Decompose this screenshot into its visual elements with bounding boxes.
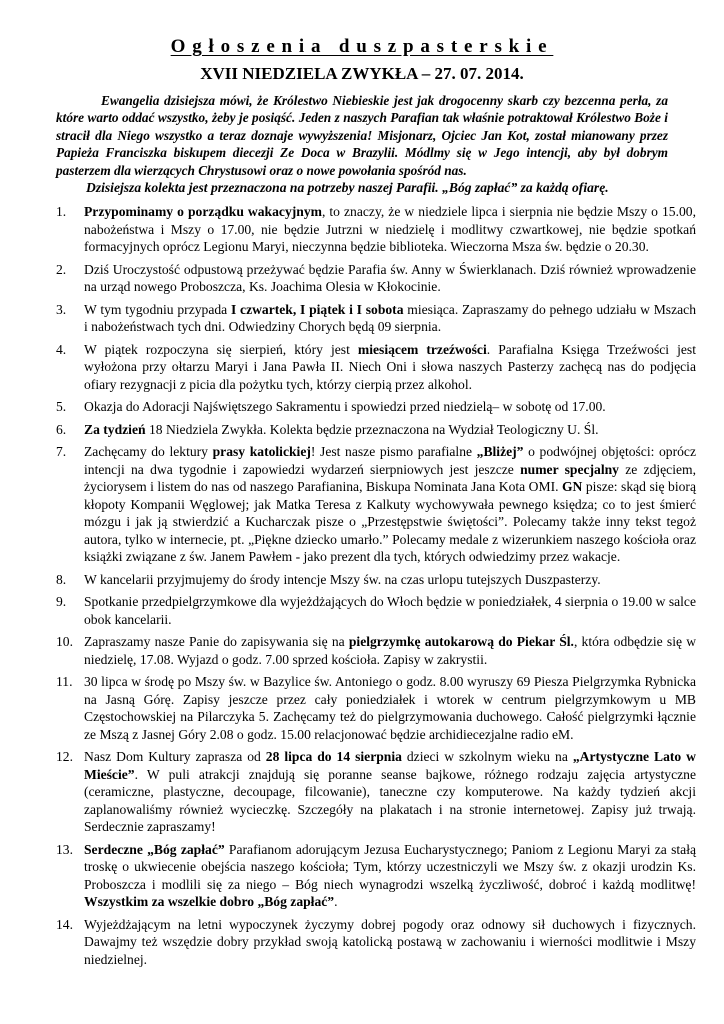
announcement-item xyxy=(56,571,696,589)
item-emphasis: Za tydzień xyxy=(84,421,146,437)
item-segment: Zachęcamy do lektury xyxy=(84,444,213,459)
item-text xyxy=(84,342,696,392)
announcement-item xyxy=(56,261,696,296)
item-text xyxy=(84,422,599,437)
item-segment: ze zdjęciem, życiorysem i listem do nas od naszego Parafianina, Biskupa Nominata Jana Kota OMI. xyxy=(84,461,696,494)
item-number: 13. xyxy=(56,841,73,857)
item-text xyxy=(84,204,696,254)
item-number: 1. xyxy=(56,204,67,219)
announcement-item xyxy=(56,841,696,911)
item-number: 3. xyxy=(56,301,67,317)
announcement-item xyxy=(56,748,696,836)
item-emphasis: numer specjalny xyxy=(520,461,619,477)
item-segment: , która odbędzie się w niedzielę, 17.08. Wyjazd o godz. 7.00 sprzed kościoła. Zapisy w zakrystii. xyxy=(84,634,697,667)
item-emphasis: „Artystyczne Lato w Mieście” xyxy=(84,749,696,782)
item-number: 2. xyxy=(56,261,67,277)
item-number: 11. xyxy=(56,674,73,689)
item-text xyxy=(84,674,696,742)
item-segment: miesiąca. Zapraszamy do pełnego udziału w Mszach i nabożeństwach tych dni. Odwiedziny Chorych będą 09 sierpnia. xyxy=(84,301,696,334)
item-segment: W tym tygodniu przypada xyxy=(84,301,231,317)
item-emphasis: „Bliżej” xyxy=(476,444,524,459)
item-number: 6. xyxy=(56,421,67,437)
item-text xyxy=(84,842,696,910)
item-text xyxy=(84,594,696,627)
item-segment: . W puli atrakcji znajdują się poranne seanse bajkowe, różnego rodzaju zajęcia artystyczne (ceramiczne, plastyczne, decoupage, filcowanie), taneczne czy komputerowe. Na każdy tydzień akcji zaplanowaliśmy również wycieczkę. Szczegóły na plakatach i na stronie internetowej. Zapisy już trwają. Serdecznie zapraszamy! xyxy=(84,766,696,834)
item-segment: Okazja do Adoracji Najświętszego Sakramentu i spowiedzi przed niedzielą– w sobotę od 17.00. xyxy=(84,399,606,414)
item-emphasis: 28 lipca do 14 sierpnia xyxy=(265,749,402,764)
item-segment: dzieci w szkolnym wieku na xyxy=(401,749,573,764)
item-segment: Wyjeżdżającym na letni wypoczynek życzymy dobrej pogody oraz odnowy sił duchowych i fizycznych. Dawajmy też wszędzie dobry przykład swoją katolicką postawą w zachowaniu i wierności modlitwie i Mszy niedzielnej. xyxy=(84,916,696,967)
announcement-item xyxy=(56,421,696,439)
announcement-item xyxy=(56,203,696,256)
item-segment: pisze: skąd się biorą kłopoty Kompanii Węglowej; jak Matka Teresa z Kalkuty wychowywała pewnego księdza; co to jest śmierć mózgu i jak ją stwierdzić a Kucharczak pisze o „Przestępstwie świętości”. Polecamy także inny tekst tegoż autora, tylko w internecie, pt. „Piękne dziecko umarło.” Polecamy medale z wizerunkiem naszego kościoła oraz książki związane z św. Janem Pawłem - jako prezent dla tych, których odwiedzimy przez wakacje. xyxy=(84,479,696,564)
item-number: 9. xyxy=(56,594,67,609)
item-segment: Nasz Dom Kultury zaprasza od xyxy=(84,749,266,764)
item-number: 14. xyxy=(56,916,73,932)
announcement-item xyxy=(56,916,696,969)
announcement-item xyxy=(56,398,696,416)
item-segment: Dziś Uroczystość odpustową przeżywać będzie Parafia św. Anny w Świerklanach. Dziś również wprowadzenie na urząd nowego Proboszcza, Ks. Joachima Olesia w Kłokocinie. xyxy=(84,261,696,294)
item-segment: , to znaczy, że w niedziele lipca i sierpnia nie będzie Mszy o 15.00, nabożeństwa i Mszy o 17.00, nie będzie Jutrzni w niedzielę i modlitwy czwartkowej, nie będzie spotkań formacyjnych oprócz Legionu Maryi, nieczynna będzie biblioteka. Wieczorna Msza św. będzie o 20.30. xyxy=(84,204,696,254)
item-segment: Parafianom adorującym Jezusa Eucharystycznego; Paniom z Legionu Maryi za stałą troskę o ukwiecenie obejścia naszego kościoła; Tym, którzy uczestniczyli we Mszy św. z okazji urodzin Ks. Proboszcza i modlili się za niego – Bóg niech wynagrodzi wszelką życzliwość, dobroć i każdą modlitwę! xyxy=(84,841,697,892)
announcement-item xyxy=(56,593,696,628)
item-text xyxy=(84,262,696,295)
item-number: 4. xyxy=(56,341,67,357)
announcement-item xyxy=(56,341,696,394)
item-text xyxy=(84,302,696,335)
item-number: 7. xyxy=(56,444,67,459)
announcement-list xyxy=(56,203,696,973)
sunday-date-heading: XVII NIEDZIELA ZWYKŁA – 27. 07. 2014. xyxy=(200,64,524,83)
item-segment: W piątek rozpoczyna się sierpień, który jest xyxy=(84,341,358,357)
item-emphasis: miesiącem trzeźwości xyxy=(357,341,487,357)
item-emphasis: I czwartek, I piątek i I sobota xyxy=(230,301,404,317)
item-segment: Zapraszamy nasze Panie do zapisywania się na xyxy=(84,634,349,649)
announcement-item xyxy=(56,301,696,336)
item-emphasis: GN xyxy=(561,479,583,494)
item-text xyxy=(84,634,696,667)
item-number: 10. xyxy=(56,634,73,649)
gospel-intro: Ewangelia dzisiejsza mówi, że Królestwo Niebieskie jest jak drogocenny skarb czy bezcenna perła, za które warto oddać wszystko, żeby je posiąść. Jeden z naszych Parafian tak właśnie potraktował Królestwo Boże i stracił dla Niego wszystko a teraz doznaje wywyższenia! Misjonarz, Ojciec Jan Kot, został mianowany przez Papieża Franciszka biskupem diecezji Ze Doca w Brazylii. Módlmy się w Jego intencji, aby był dobrym pasterzem dla wierzących Chrystusowi oraz o nowe powołania spośród nas. xyxy=(56,93,668,178)
announcement-item xyxy=(56,633,696,668)
item-number: 12. xyxy=(56,749,73,764)
collection-note: Dzisiejsza kolekta jest przeznaczona na potrzeby naszej Parafii. „Bóg zapłać” za każdą ofiarę. xyxy=(86,180,609,195)
item-segment: o podwójnej objętości: oprócz intencji na dwa tygodnie i zapowiedzi wydarzeń sierpniowych jest jeszcze xyxy=(84,444,696,477)
item-number: 5. xyxy=(56,399,67,414)
item-number: 8. xyxy=(56,571,67,587)
item-segment: ! Jest nasze pismo parafialne xyxy=(310,444,477,459)
announcement-item xyxy=(56,443,696,566)
item-text xyxy=(84,917,696,967)
item-emphasis: pielgrzymkę autokarową do Piekar Śl. xyxy=(348,634,574,649)
item-segment: Spotkanie przedpielgrzymkowe dla wyjeżdżających do Włoch będzie w poniedziałek, 4 sierpnia o 19.00 w salce obok kancelarii. xyxy=(84,594,697,627)
announcement-item xyxy=(56,673,696,743)
item-text xyxy=(84,444,696,564)
item-segment: . xyxy=(334,894,338,909)
item-segment: 18 Niedziela Zwykła. Kolekta będzie przeznaczona na Wydział Teologiczny U. Śl. xyxy=(145,421,599,437)
item-text xyxy=(84,572,601,587)
item-emphasis: Wszystkim za wszelkie dobro „Bóg zapłać” xyxy=(84,894,335,909)
item-segment: 30 lipca w środę po Mszy św. w Bazylice św. Antoniego o godz. 8.00 wyruszy 69 Piesza Pielgrzymka Rybnicka na Jasną Górę. Zapisy jeszcze przez cały poniedziałek i wtorek w centrum pielgrzymkowym u MB Częstochowskiej na Pilarczyka 5. Zachęcamy też do pielgrzymowania duchowego. Całość pielgrzymki łącznie ze Mszą z Jasnej Góry 2.08 o godz. 15.00 relacjonować będzie archidiecezjalne radio eM. xyxy=(84,674,696,742)
item-emphasis: prasy katolickiej xyxy=(212,444,311,459)
item-emphasis: Serdeczne „Bóg zapłać” xyxy=(84,841,225,857)
item-segment: . Parafialna Księga Trzeźwości jest wyłożona przy ołtarzu Maryi i Jana Pawła II. Niech Oni i słowa naszych Pasterzy zachęcą nas do podjęcia ofiary rezygnacji z picia dla pożytku tych, którzy cierpią przez alkohol. xyxy=(84,341,697,392)
item-segment: W kancelarii przyjmujemy do środy intencje Mszy św. na czas urlopu tutejszych Duszpasterzy. xyxy=(84,571,601,587)
page-title: Ogłoszenia duszpasterskie xyxy=(170,36,554,57)
item-emphasis: Przypominamy o porządku wakacyjnym xyxy=(84,204,322,219)
item-text xyxy=(84,749,696,834)
item-text xyxy=(84,399,606,414)
